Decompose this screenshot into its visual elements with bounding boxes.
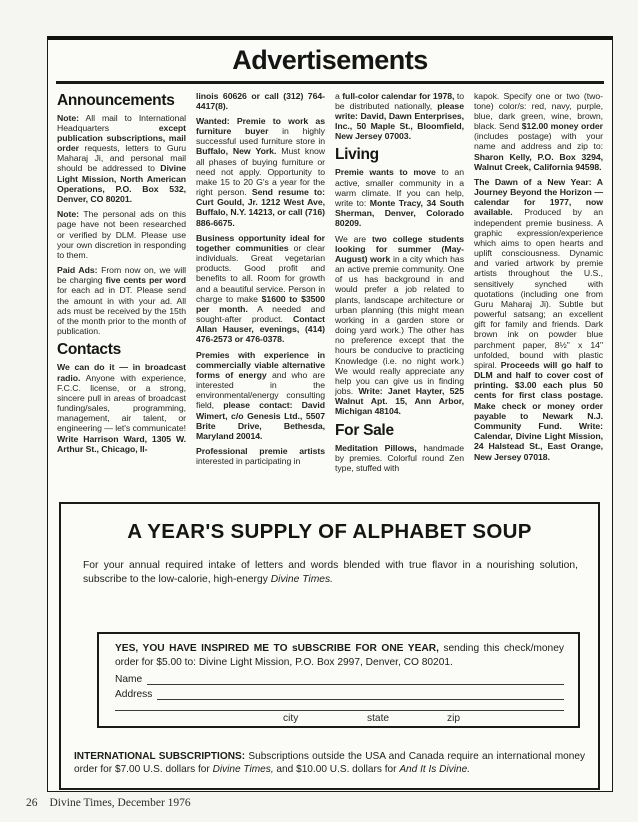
section-heading-for-sale: For Sale: [335, 421, 394, 439]
classified-columns: [48, 84, 612, 517]
ad-paragraph-broadcast-radio: We can do it — in broadcast radio. Anyone with experience, F.C.C. license, or a strong, sincere pull in areas of broadcast funding/sales, programming, management, air talent, or engineering — let's communicate! Write Harrison Ward, 1305 W. Arthur St., Chicago, Il-: [57, 362, 186, 454]
city-state-zip-labels: [115, 711, 564, 725]
ad-paragraph-furniture-buyer: Wanted: Premie to work as furniture buyer in highly successful used furniture store in Buffalo, New York. Must know all phases of buying furniture or need not apply. Opportunity to make 15 to 20 G's a year for the right person. Send resume to: Curt Gould, Jr. 1212 West Ave, Buffalo, N.Y. 14213, or call (716) 886-6675.: [196, 115, 326, 228]
subscription-ad-box: [59, 502, 600, 790]
city-state-zip-fill-line: [115, 701, 564, 711]
ad-paragraph-meditation-pillows: Meditation Pillows, handmade by premies. Colorful round Zen type, stuffed with: [335, 442, 464, 474]
ad-paragraph-college-students: We are two college students looking for summer (May-August) work in a city which has an active premie community. One of us has background in and would prefer a job related to plants, landscape architecture or urban planning (this might mean working in a garden store or doing yard work.) The other has no preference except that the hours be conducive to practicing Knowledge (i.e. no night work.) We would really appreciate any help you can give us in finding jobs. Write: Janet Hayter, 525 Walnut Apt. 15, Ann Arbor, Michigan 48104.: [335, 233, 464, 417]
subscription-headline: A YEAR'S SUPPLY OF ALPHABET SOUP: [127, 520, 532, 543]
section-heading-contacts: Contacts: [57, 341, 121, 359]
address-fill-line: [157, 688, 564, 700]
state-label: state: [367, 712, 390, 724]
international-subscriptions-note: INTERNATIONAL SUBSCRIPTIONS: Subscriptions outside the USA and Canada require an international money order for $7.00 U.S. dollars for Divine Times, and $10.00 U.S. dollars for And It Is Divine.: [74, 751, 585, 776]
ad-paragraph-broadcast-radio-continued: linois 60626 or call (312) 764-4417(8).: [196, 90, 325, 111]
section-heading-announcements: Announcements: [57, 91, 175, 109]
address-field-row: [115, 688, 564, 700]
page-number: 26: [26, 797, 38, 809]
name-field-label: Name: [115, 673, 143, 685]
ad-paragraph-personal-ads-note: Note: The personal ads on this page have not been researched or verified by DLM. Please use your own discretion in responding to them.: [57, 209, 186, 260]
name-field-row: [115, 673, 564, 685]
zip-label: zip: [447, 712, 461, 724]
page-footer: [26, 797, 191, 809]
ad-paragraph-premie-artists: Professional premie artists interested in participating in: [196, 446, 325, 467]
ad-paragraph-business-opportunity: Business opportunity ideal for together communities or clear individuals. Great vegetarian products. Good profit and benefits to all. Room for growth and a beautiful service. Person in charge to make $1600 to $3500 per month. A needed and sought-after product. Contact Allan Hauser, evenings, (414) 476-2573 or 476-0378.: [196, 232, 326, 345]
subscription-form-box: [97, 632, 580, 728]
ad-paragraph-premie-move: Premie wants to move to an active, smaller community in a warm climate. If you can help, write to: Monte Tracy, 34 South Sherman, Denver, Colorado 80209.: [335, 167, 465, 229]
ad-paragraph-paid-ads: Paid Ads: From now on, we will be charging five cents per word for each ad in DT. Please send the amount in with your ad. All ads must be received by the 15th of the month prior to the month of publication.: [57, 265, 186, 337]
column-2: [196, 91, 325, 517]
advertisements-section-box: [47, 36, 613, 792]
ad-paragraph-energy-consulting: Premies with experience in commercially viable alternative forms of energy and who are interested in the environmental/energy consulting field, please contact: David Wimert, c/o Genesis Ltd., 5507 Brite Drive, Bethesda, Maryland 20014.: [196, 349, 325, 441]
column-4: [474, 91, 603, 517]
ad-paragraph-meditation-pillows-continued: kapok. Specify one or two (two-tone) color/s: red, navy, purple, blue, dark green, wine, brown, black. Send $12.00 money order (includes postage) with your name and address and zip to: Sharon Kelly, P.O. Box 3294, Walnut Creek, California 94598.: [474, 90, 603, 172]
name-fill-line: [147, 673, 564, 685]
column-1: [57, 91, 186, 517]
city-label: city: [283, 712, 299, 724]
ad-paragraph-mail-note: Note: All mail to International Headquarters except publication subscriptions, mail order requests, letters to Guru Maharaj Ji, and personal mail should be addressed to Divine Light Mission, North American Operations, P.O. Box 532, Denver, CO 80201.: [57, 112, 186, 204]
footer-citation: Divine Times, December 1976: [49, 797, 191, 809]
address-field-label: Address: [115, 688, 153, 700]
subscription-statement: YES, YOU HAVE INSPIRED ME TO sUBSCRIBE FOR ONE YEAR, sending this check/money order for $5.00 to: Divine Light Mission, P.O. Box 2997, Denver, CO 80201.: [115, 643, 564, 668]
ad-paragraph-calendar-1978-continued: a full-color calendar for 1978, to be distributed nationally, please write: David, Dawn Enterprises, Inc., 50 Maple St., Bloomfield, New Jersey 07003.: [335, 90, 464, 142]
column-3: [335, 91, 464, 517]
section-heading-living: Living: [335, 146, 379, 164]
page-title: Advertisements: [232, 45, 428, 75]
subscription-intro-text: For your annual required intake of letters and words blended with true flavor in a nourishing solution, subscribe to the low-calorie, high-energy Divine Times.: [83, 560, 578, 586]
ad-paragraph-dawn-new-year-calendar: The Dawn of a New Year: A Journey Beyond the Horizon — calendar for 1977, now available. Produced by an independent premie business. A graphic expression/experience which aims to open hearts and uplift consciousness. Dynamic and varied artwork by premie artists throughout the U.S., sensitively synched with quotations (including one from Guru Maharaj Ji). Subtle but powerful satsang; an excellent gift for family and friends. Dark brown ink on powder blue parchment paper, 8½" x 14" unfolded, bound with plastic spiral. Proceeds will go half to DLM and half to cover cost of printing. $3.00 each plus 50 cents for first class postage. Make check or money order payable to Newark N.J. Community Fund. Write: Calendar, Divine Light Mission, 24 Halstead St., East Orange, New Jersey 07018.: [474, 176, 604, 462]
